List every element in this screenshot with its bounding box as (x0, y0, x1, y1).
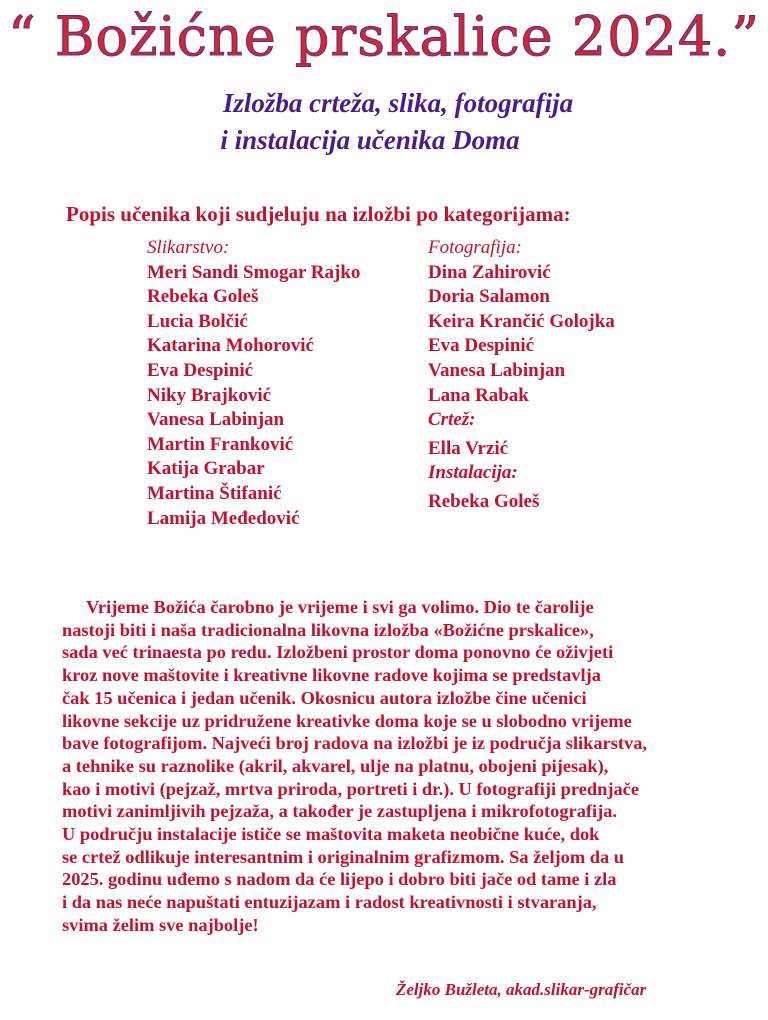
participant-name: Doria Salamon (428, 286, 550, 308)
paragraph-line: kroz nove maštovite i kreativne likovne radove kojima se predstavlja (62, 665, 601, 686)
participant-name: Eva Despinić (428, 335, 535, 357)
paragraph-line: sada već trinaesta po redu. Izložbeni prostor doma ponovno će oživjeti (62, 642, 614, 663)
subtitle-line-1: Izložba crteža, slika, fotografija (222, 88, 574, 118)
exhibition-description (62, 596, 762, 937)
paragraph-line: čak 15 učenica i jedan učenik. Okosnicu autora izložbe čine učenici (62, 687, 587, 708)
category-label-crtez: Crtež: (428, 409, 476, 431)
participant-name: Rebeka Goleš (428, 490, 540, 512)
paragraph-line: 2025. godinu uđemo s nadom da će lijepo i dobro biti jače od tame i zla (62, 869, 617, 890)
participant-name: Niky Brajković (147, 384, 272, 406)
participant-name: Lana Rabak (428, 384, 529, 406)
participant-name: Keira Krančić Golojka (428, 310, 615, 332)
participant-name: Dina Zahirović (428, 261, 551, 283)
category-label-fotografija: Fotografija: (428, 237, 522, 258)
paragraph-line: nastoji biti i naša tradicionalna likovna izložba «Božićne prskalice», (62, 619, 594, 640)
author-signature: Željko Bužleta, akad.slikar-grafičar (396, 980, 647, 999)
paragraph-line: kao i motivi (pejzaž, mrtva priroda, portreti i dr.). U fotografiji prednjače (62, 778, 639, 799)
paragraph-line: i da nas neće napuštati entuzijazam i radost kreativnosti i stvaranja, (62, 892, 597, 913)
paragraph-line: U području instalacije ističe se maštovita maketa neobične kuće, dok (62, 824, 600, 845)
participant-name: Eva Despinić (147, 359, 254, 381)
participant-name: Lamija Međedović (147, 507, 300, 529)
participant-name: Vanesa Labinjan (147, 409, 285, 431)
participant-name: Lucia Bolčić (147, 310, 248, 332)
paragraph-line: svima želim sve najbolje! (62, 914, 259, 935)
participant-name: Ella Vrzić (428, 437, 509, 459)
category-label-slikarstvo: Slikarstvo: (147, 237, 230, 258)
left-column (147, 236, 360, 531)
participant-name: Vanesa Labinjan (428, 359, 566, 381)
participant-name: Rebeka Goleš (147, 286, 259, 308)
paragraph-line: motivi zanimljivih pejzaža, a također je zastupljena i mikrofotografija. (62, 801, 618, 822)
participant-name: Martin Franković (147, 433, 294, 455)
paragraph-line: a tehnike su raznolike (akril, akvarel, ulje na platnu, obojeni pijesak), (62, 755, 609, 776)
paragraph-line: se crtež odlikuje interesantnim i originalnim grafizmom. Sa željom da u (62, 846, 625, 867)
subtitle-line-2: i instalacija učenika Doma (220, 125, 520, 155)
right-column (428, 236, 615, 515)
paragraph-line: likovne sekcije uz pridružene kreativke doma koje se u slobodno vrijeme (62, 710, 632, 731)
paragraph-line: Vrijeme Božića čarobno je vrijeme i svi ga volimo. Dio te čarolije (86, 597, 594, 617)
poster-title: “ Božićne prskalice 2024.” (8, 5, 760, 68)
category-label-instalacija: Instalacija: (428, 462, 518, 484)
participant-name: Martina Štifanić (147, 482, 282, 504)
participants-intro: Popis učenika koji sudjeluju na izložbi po kategorijama: (66, 202, 571, 226)
participant-name: Meri Sandi Smogar Rajko (147, 261, 361, 283)
paragraph-line: bave fotografijom. Najveći broj radova na izložbi je iz područja slikarstva, (62, 733, 648, 754)
participant-name: Katarina Mohorović (147, 335, 314, 357)
participant-name: Katija Grabar (147, 458, 265, 480)
